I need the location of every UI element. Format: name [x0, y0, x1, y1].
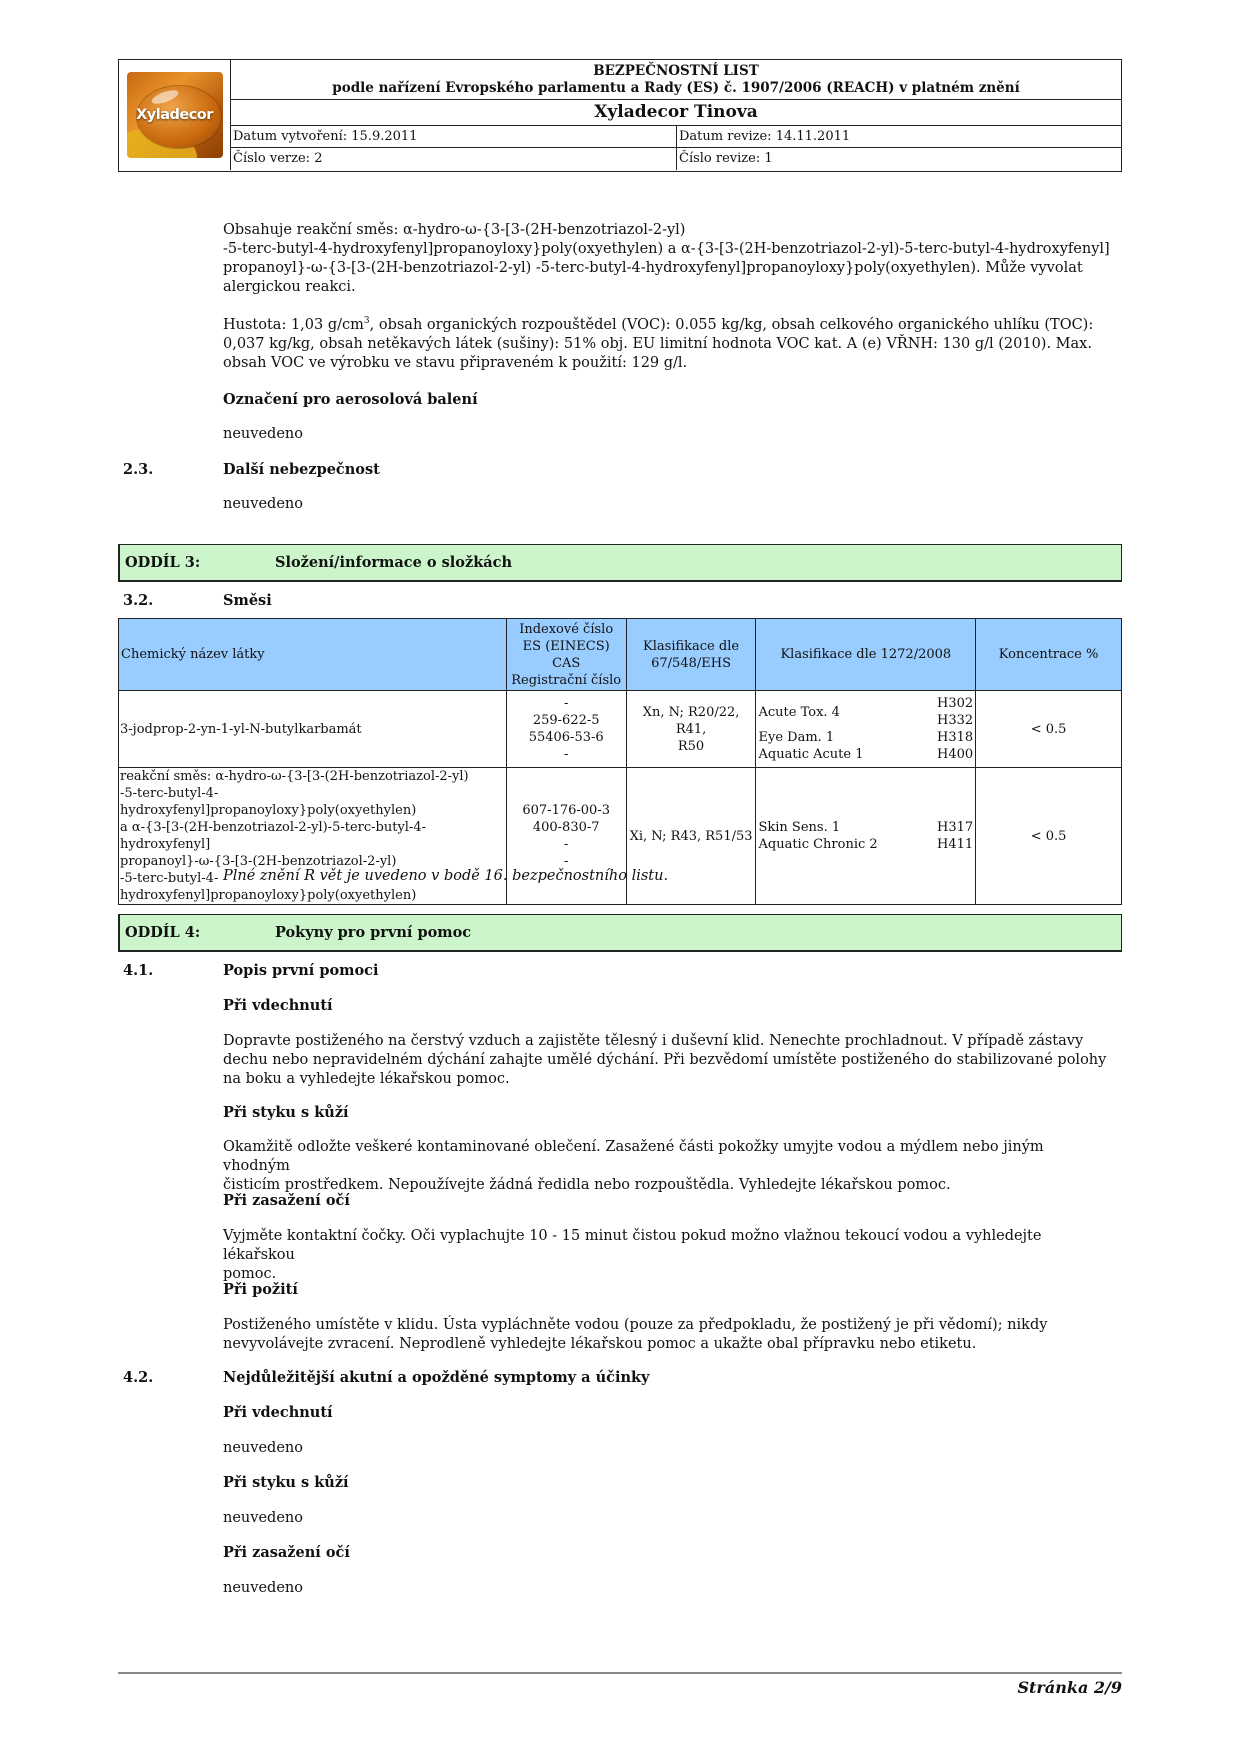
- id-line: 259-622-5: [532, 713, 600, 728]
- header-line: ES (EINECS): [522, 638, 610, 654]
- name-line: -5-terc-butyl-4-hydroxyfenyl]propanoyloxy}poly(oxyethylen): [120, 786, 417, 818]
- text-line: Vyjměte kontaktní čočky. Oči vyplachujte 10 - 15 minut čistou pokud možno vlažnou tekoucí vodou a vyhledejte lékařskou: [223, 1228, 1042, 1263]
- header-line: CAS: [552, 655, 581, 671]
- eyes-heading: Při zasažení očí: [223, 1192, 350, 1209]
- cls67-line: R50: [677, 738, 705, 754]
- hazard-entry: [758, 695, 973, 729]
- page-number: Stránka 2/9: [1017, 1678, 1122, 1697]
- section-2-3-title: Další nebezpečnost: [223, 461, 380, 478]
- hazard-class: Skin Sens. 1: [758, 820, 841, 835]
- section-3-title: Složení/informace o složkách: [275, 554, 513, 571]
- skin-heading: Při styku s kůží: [223, 1104, 349, 1121]
- s42-skin-heading: Při styku s kůží: [223, 1474, 349, 1491]
- section-3-2-title: Směsi: [223, 592, 272, 609]
- section-4-2-number: 4.2.: [123, 1369, 154, 1386]
- s42-inhalation-heading: Při vdechnutí: [223, 1404, 333, 1421]
- density-paragraph: [223, 316, 1113, 373]
- xyladecor-logo: [127, 72, 223, 158]
- hazard-class: Aquatic Acute 1: [758, 747, 864, 762]
- text-line: dechu nebo nepravidelném dýchání zahajte umělé dýchání. Při bezvědomí umístěte postiženého do stabilizované polohy: [223, 1052, 1107, 1068]
- id-line: 400-830-7: [532, 820, 600, 835]
- name-line: reakční směs: α-hydro-ω-{3-[3-(2H-benzotriazol-2-yl): [120, 769, 469, 784]
- cell-cls1272: [756, 768, 976, 905]
- section-4-bar: [118, 914, 1122, 952]
- cell-ids: [506, 691, 626, 768]
- hazard-code: H411: [936, 837, 974, 852]
- density-line: [223, 316, 1113, 335]
- r-phrases-note: Plné znění R vět je uvedeno v bodě 16. bezpečnostního listu.: [223, 868, 669, 884]
- s42-eyes-heading: Při zasažení očí: [223, 1544, 350, 1561]
- text-line: pomoc.: [223, 1266, 277, 1282]
- cell-cls1272: [756, 691, 976, 768]
- text-line: Dopravte postiženého na čerstvý vzduch a zajistěte tělesný i duševní klid. Nenechte prochladnout. V případě zástavy: [223, 1033, 1084, 1049]
- text-line: na boku a vyhledejte lékařskou pomoc.: [223, 1071, 510, 1087]
- contains-line: -5-terc-butyl-4-hydroxyfenyl]propanoyloxy}poly(oxyethylen) a α-{3-[3-(2H-benzotriazol-2-yl)-5-terc-butyl-4-hydroxyfenyl]: [223, 241, 1110, 257]
- hazard-code: H302: [936, 696, 974, 711]
- logo-text: Xyladecor: [136, 107, 213, 123]
- product-name: Xyladecor Tinova: [231, 100, 1121, 126]
- hazard-entry: [758, 836, 973, 853]
- ingestion-heading: Při požití: [223, 1281, 298, 1298]
- name-line: propanoyl}-ω-{3-[3-(2H-benzotriazol-2-yl): [120, 854, 397, 869]
- inhalation-text: [223, 1032, 1113, 1089]
- density-line: 0,037 kg/kg, obsah netěkavých látek (sušiny): 51% obj. EU limitní hodnota VOC kat. A (e) VŘNH: 130 g/l (2010). Max.: [223, 336, 1092, 352]
- sheet-title: [231, 60, 1121, 100]
- text-line: nevyvolávejte zvracení. Neprodleně vyhledejte lékařskou pomoc a ukažte obal přípravku nebo etiketu.: [223, 1336, 977, 1352]
- text-line: čisticím prostředkem. Nepoužívejte žádná ředidla nebo rozpouštědla. Vyhledejte lékařskou pomoc.: [223, 1177, 951, 1193]
- hazard-class: Eye Dam. 1: [758, 730, 835, 745]
- hazard-class: Acute Tox. 4: [758, 704, 840, 720]
- cell-cls67: [626, 691, 756, 768]
- contains-line: Obsahuje reakční směs: α-hydro-ω-{3-[3-(2H-benzotriazol-2-yl): [223, 222, 686, 238]
- logo-cell: [119, 60, 231, 170]
- document-header: [118, 59, 1122, 172]
- header-line: 67/548/EHS: [651, 655, 731, 671]
- section-4-label: ODDÍL 4:: [125, 924, 201, 941]
- s42-inhalation-value: neuvedeno: [223, 1440, 303, 1456]
- id-line: 607-176-00-3: [522, 803, 610, 818]
- section-3-label: ODDÍL 3:: [125, 554, 201, 571]
- id-line: -: [563, 747, 569, 762]
- text-line: Postiženého umístěte v klidu. Ústa vypláchněte vodou (pouze za předpokladu, že postižený je při vědomí); nikdy: [223, 1317, 1048, 1333]
- cell-name: 3-jodprop-2-yn-1-yl-N-butylkarbamát: [119, 691, 507, 768]
- sheet-title-line1: BEZPEČNOSTNÍ LIST: [593, 63, 759, 79]
- header-version-row: [231, 148, 1121, 170]
- revision-date: Datum revize: 14.11.2011: [679, 129, 851, 144]
- eyes-text: [223, 1227, 1113, 1284]
- section-4-title: Pokyny pro první pomoc: [275, 924, 472, 941]
- col-header-ids: [506, 619, 626, 691]
- hazard-code: H332: [936, 713, 974, 728]
- ingestion-text: [223, 1316, 1113, 1354]
- hazard-code: H400: [936, 747, 974, 762]
- composition-table: [118, 618, 1122, 905]
- cell-cls67: Xi, N; R43, R51/53: [626, 768, 756, 905]
- section-3-bar: [118, 544, 1122, 582]
- header-line: Klasifikace dle: [643, 638, 740, 654]
- cell-concentration: < 0.5: [976, 691, 1122, 768]
- hazard-entry: [758, 729, 973, 746]
- footer-divider: [118, 1672, 1122, 1674]
- section-4-1-title: Popis první pomoci: [223, 962, 379, 979]
- header-dates-row: [231, 126, 1121, 148]
- col-header-name: Chemický název látky: [119, 619, 507, 691]
- section-2-3-value: neuvedeno: [223, 496, 303, 512]
- name-line: -5-terc-butyl-4-hydroxyfenyl]propanoyloxy}poly(oxyethylen): [120, 871, 417, 903]
- col-header-conc: Koncentrace %: [976, 619, 1122, 691]
- table-row: [119, 691, 1122, 768]
- density-line: obsah VOC ve výrobku ve stavu připraveném k použití: 129 g/l.: [223, 355, 688, 371]
- revision-number: Číslo revize: 1: [679, 151, 773, 166]
- hazard-code: H317: [936, 820, 974, 835]
- density-label: Hustota: 1,03 g/cm: [223, 317, 364, 333]
- version-number: Číslo verze: 2: [231, 148, 677, 170]
- density-superscript: 3: [363, 316, 370, 327]
- section-4-1-number: 4.1.: [123, 962, 154, 979]
- aerosol-value: neuvedeno: [223, 426, 303, 442]
- cls67-line: Xn, N; R20/22, R41,: [642, 704, 740, 737]
- id-line: -: [563, 696, 569, 711]
- skin-text: [223, 1138, 1113, 1195]
- hazard-code: H318: [936, 730, 974, 745]
- name-line: a α-{3-[3-(2H-benzotriazol-2-yl)-5-terc-butyl-4-hydroxyfenyl]: [120, 820, 427, 852]
- contains-paragraph: [223, 221, 1113, 297]
- col-header-cls1272: Klasifikace dle 1272/2008: [756, 619, 976, 691]
- s42-skin-value: neuvedeno: [223, 1510, 303, 1526]
- section-4-2-title: Nejdůležitější akutní a opožděné symptomy a účinky: [223, 1369, 650, 1386]
- hazard-codes: [937, 695, 973, 729]
- section-3-2-number: 3.2.: [123, 592, 154, 609]
- hazard-entry: [758, 819, 973, 836]
- contains-line: alergickou reakci.: [223, 279, 356, 295]
- created-date: Datum vytvoření: 15.9.2011: [231, 126, 677, 147]
- table-header-row: [119, 619, 1122, 691]
- text-line: Okamžitě odložte veškeré kontaminované oblečení. Zasažené části pokožky umyjte vodou a mýdlem nebo jiným vhodným: [223, 1139, 1044, 1174]
- id-line: -: [563, 837, 569, 852]
- s42-eyes-value: neuvedeno: [223, 1580, 303, 1596]
- hazard-class: Aquatic Chronic 2: [758, 837, 878, 852]
- aerosol-heading: Označení pro aerosolová balení: [223, 391, 478, 408]
- header-line: Registrační číslo: [511, 672, 622, 688]
- inhalation-heading: Při vdechnutí: [223, 997, 333, 1014]
- id-line: -: [563, 854, 569, 869]
- section-2-3-number: 2.3.: [123, 461, 154, 478]
- col-header-cls67: [626, 619, 756, 691]
- header-line: Indexové číslo: [519, 621, 614, 637]
- id-line: 55406-53-6: [528, 730, 604, 745]
- sheet-title-line2: podle nařízení Evropského parlamentu a Rady (ES) č. 1907/2006 (REACH) v platném znění: [332, 80, 1020, 96]
- hazard-entry: [758, 746, 973, 763]
- cell-concentration: < 0.5: [976, 768, 1122, 905]
- contains-line: propanoyl}-ω-{3-[3-(2H-benzotriazol-2-yl) -5-terc-butyl-4-hydroxyfenyl]propanoyloxy}poly(oxyethylen). Může vyvolat: [223, 260, 1083, 276]
- density-rest: , obsah organických rozpouštědel (VOC): 0.055 kg/kg, obsah celkového organického uhlíku (TOC):: [369, 317, 1094, 333]
